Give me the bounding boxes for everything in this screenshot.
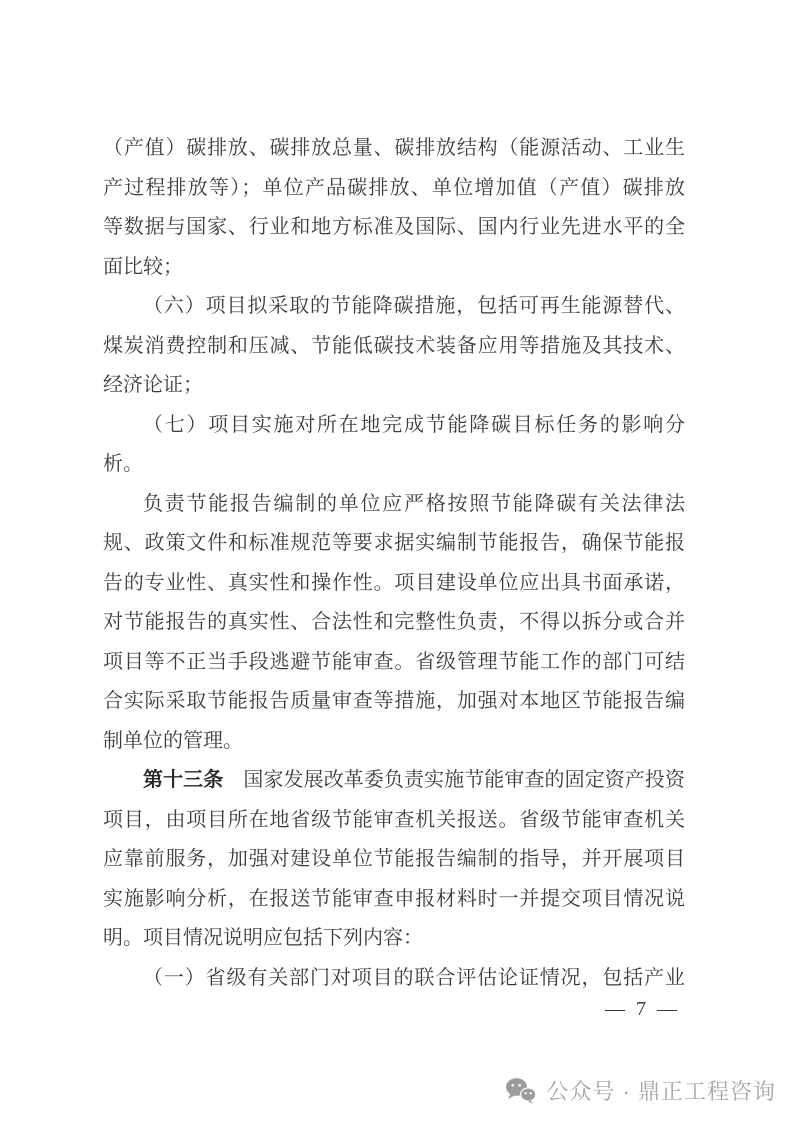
footer-watermark xyxy=(505,1075,776,1106)
text-line: 经济论证； xyxy=(103,374,203,396)
page-number: — 7 — xyxy=(605,998,680,1020)
text-line: 合实际采取节能报告质量审查等措施，加强对本地区节能报告编 xyxy=(103,690,685,712)
text-line: （一）省级有关部门对项目的联合评估论证情况，包括产业 xyxy=(143,966,685,989)
text-line: 项目，由项目所在地省级节能审查机关报送。省级节能审查机关 xyxy=(103,808,685,831)
text-line: 明。项目情况说明应包括下列内容： xyxy=(103,927,423,949)
text-line: 析。 xyxy=(103,453,143,475)
text-line: 等数据与国家、行业和地方标准及国际、国内行业先进水平的全 xyxy=(103,216,685,238)
text-line: 应靠前服务，加强对建设单位节能报告编制的指导，并开展项目 xyxy=(103,848,685,870)
text-line: 第十三条 国家发展改革委负责实施节能审查的固定资产投资 xyxy=(143,769,686,791)
wechat-icon xyxy=(505,1077,537,1104)
text-line: （六）项目拟采取的节能降碳措施，包括可再生能源替代、 xyxy=(143,295,685,317)
text-line: 煤炭消费控制和压减、节能低碳技术装备应用等措施及其技术、 xyxy=(103,334,685,357)
text-line: 负责节能报告编制的单位应严格按照节能降碳有关法律法 xyxy=(143,492,685,515)
text-line: （七）项目实施对所在地完成节能降碳目标任务的影响分 xyxy=(143,413,685,436)
text-line: （产值）碳排放、碳排放总量、碳排放结构（能源活动、工业生 xyxy=(103,137,685,159)
text-line: 制单位的管理。 xyxy=(103,729,243,752)
text-line: 规、政策文件和标准规范等要求据实编制节能报告，确保节能报 xyxy=(103,532,685,554)
document-lines xyxy=(103,129,685,998)
text-line: 项目等不正当手段逃避节能审查。省级管理节能工作的部门可结 xyxy=(103,650,685,673)
article-number-bold: 第十三条 xyxy=(143,769,224,791)
text-line: 产过程排放等）；单位产品碳排放、单位增加值（产值）碳排放 xyxy=(103,176,685,199)
text-line: 对节能报告的真实性、合法性和完整性负责，不得以拆分或合并 xyxy=(103,611,685,633)
text-line: 面比较； xyxy=(103,255,183,278)
text-line: 实施影响分析，在报送节能审查申报材料时一并提交项目情况说 xyxy=(103,887,685,910)
footer-label: 公众号 · 鼎正工程咨询 xyxy=(546,1079,776,1104)
text-line: 告的专业性、真实性和操作性。项目建设单位应出具书面承诺， xyxy=(103,571,685,594)
